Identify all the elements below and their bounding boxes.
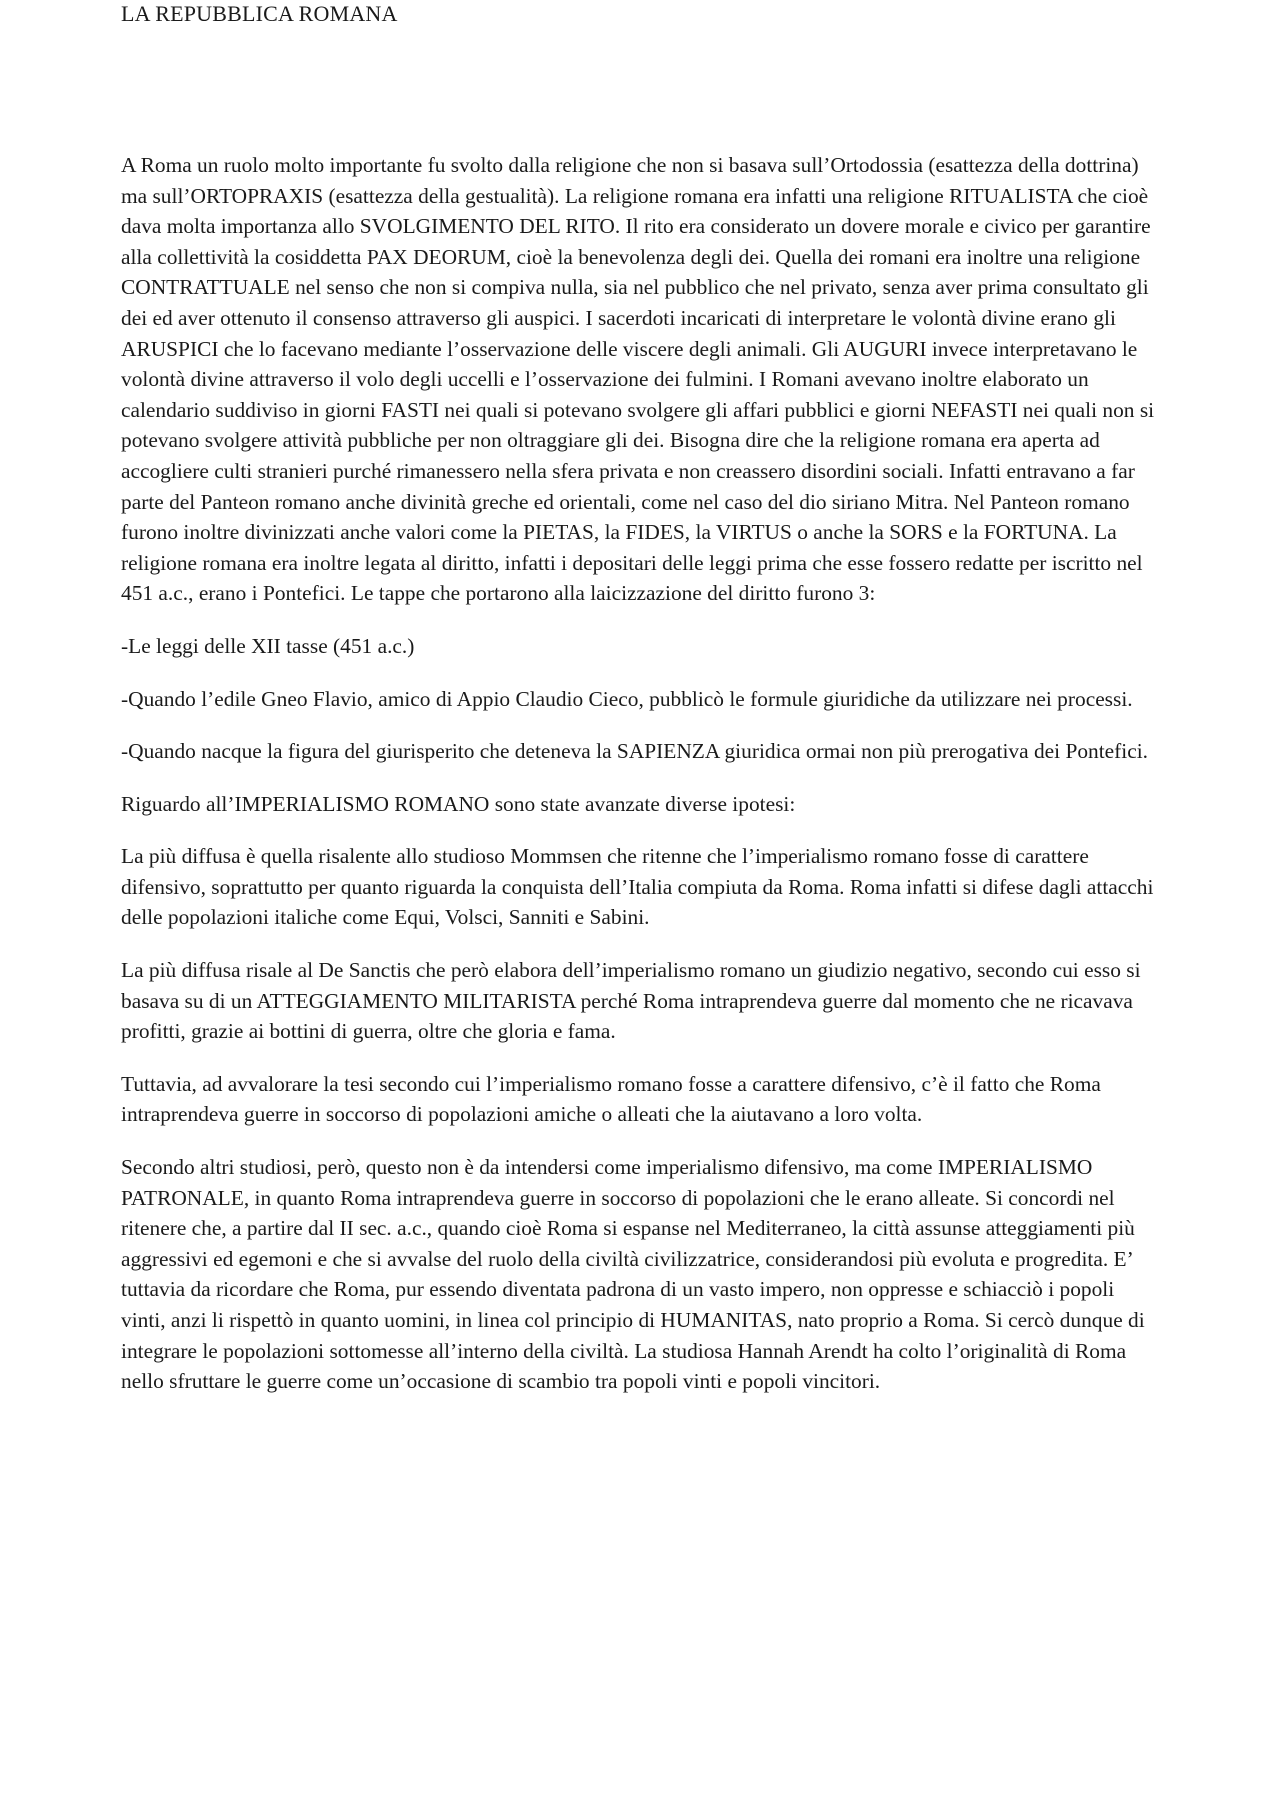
paragraph-mommsen: La più diffusa è quella risalente allo studioso Mommsen che ritenne che l’imperialismo romano fosse di carattere difensivo, soprattutto per quanto riguarda la conquista dell’Italia compiuta da Roma. Roma infatti si difese dagli attacchi delle popolazioni italiche come Equi, Volsci, Sanniti e Sabini. (121, 844, 1154, 930)
paragraph-giurisperito: -Quando nacque la figura del giurisperito che deteneva la SAPIENZA giuridica ormai non più prerogativa dei Pontefici. (121, 739, 1149, 764)
paragraph-gneo-flavio: -Quando l’edile Gneo Flavio, amico di Appio Claudio Cieco, pubblicò le formule giuridiche da utilizzare nei processi. (121, 686, 1133, 711)
paragraph-leggi-xii: -Le leggi delle XII tasse (451 a.c.) (121, 633, 415, 658)
paragraph-tesi-difensiva: Tuttavia, ad avvalorare la tesi secondo cui l’imperialismo romano fosse a carattere difensivo, c’è il fatto che Roma intraprendeva guerre in soccorso di popolazioni amiche o alleati che la aiutavano a loro volta. (121, 1071, 1101, 1127)
paragraph-religione: A Roma un ruolo molto importante fu svolto dalla religione che non si basava sull’Ortodossia (esattezza della dottrina) ma sull’ORTOPRAXIS (esattezza della gestualità). La religione romana era infatti una religione RITUALISTA che cioè dava molta importanza allo SVOLGIMENTO DEL RITO. Il rito era considerato un dovere morale e civico per garantire alla collettività la cosiddetta PAX DEORUM, cioè la benevolenza degli dei. Quella dei romani era inoltre una religione CONTRATTUALE nel senso che non si compiva nulla, sia nel pubblico che nel privato, senza aver prima consultato gli dei ed aver ottenuto il consenso attraverso gli auspici. I sacerdoti incaricati di interpretare le volontà divine erano gli ARUSPICI che lo facevano mediante l’osservazione delle viscere degli animali. Gli AUGURI invece interpretavano le volontà divine attraverso il volo degli uccelli e l’osservazione dei fulmini. I Romani avevano inoltre elaborato un calendario suddiviso in giorni FASTI nei quali si potevano svolgere gli affari pubblici e giorni NEFASTI nei quali non si potevano svolgere attività pubbliche per non oltraggiare gli dei. Bisogna dire che la religione romana era aperta ad accogliere culti stranieri purché rimanessero nella sfera privata e non creassero disordini sociali. Infatti entravano a far parte del Panteon romano anche divinità greche ed orientali, come nel caso del dio siriano Mitra. Nel Panteon romano furono inoltre divinizzati anche valori come la PIETAS, la FIDES, la VIRTUS o anche la SORS e la FORTUNA. La religione romana era inoltre legata al diritto, infatti i depositari delle leggi prima che esse fossero redatte per iscritto nel 451 a.c., erano i Pontefici. Le tappe che portarono alla laicizzazione del diritto furono 3: (121, 153, 1155, 606)
document-title: LA REPUBBLICA ROMANA (121, 1, 398, 26)
paragraph-imperialismo-patronale: Secondo altri studiosi, però, questo non è da intendersi come imperialismo difensivo, ma come IMPERIALISMO PATRONALE, in quanto Roma intraprendeva guerre in soccorso di popolazioni che le erano alleate. Si concordi nel ritenere che, a partire dal II sec. a.c., quando cioè Roma si espanse nel Mediterraneo, la città assunse atteggiamenti più aggressivi ed egemoni e che si avvalse del ruolo della civiltà civilizzatrice, considerandosi più evoluta e progredita. E’ tuttavia da ricordare che Roma, pur essendo diventata padrona di un vasto impero, non oppresse e schiacciò i popoli vinti, anzi li rispettò in quanto uomini, in linea col principio di HUMANITAS, nato proprio a Roma. Si cercò dunque di integrare le popolazioni sottomesse all’interno della civiltà. La studiosa Hannah Arendt ha colto l’originalità di Roma nello sfruttare le guerre come un’occasione di scambio tra popoli vinti e popoli vincitori. (121, 1155, 1145, 1394)
paragraph-imperialismo-intro: Riguardo all’IMPERIALISMO ROMANO sono state avanzate diverse ipotesi: (121, 791, 796, 816)
document-body (121, 150, 1163, 1419)
paragraph-de-sanctis: La più diffusa risale al De Sanctis che però elabora dell’imperialismo romano un giudizio negativo, secondo cui esso si basava su di un ATTEGGIAMENTO MILITARISTA perché Roma intraprendeva guerre dal momento che ne ricavava profitti, grazie ai bottini di guerra, oltre che gloria e fama. (121, 958, 1141, 1044)
